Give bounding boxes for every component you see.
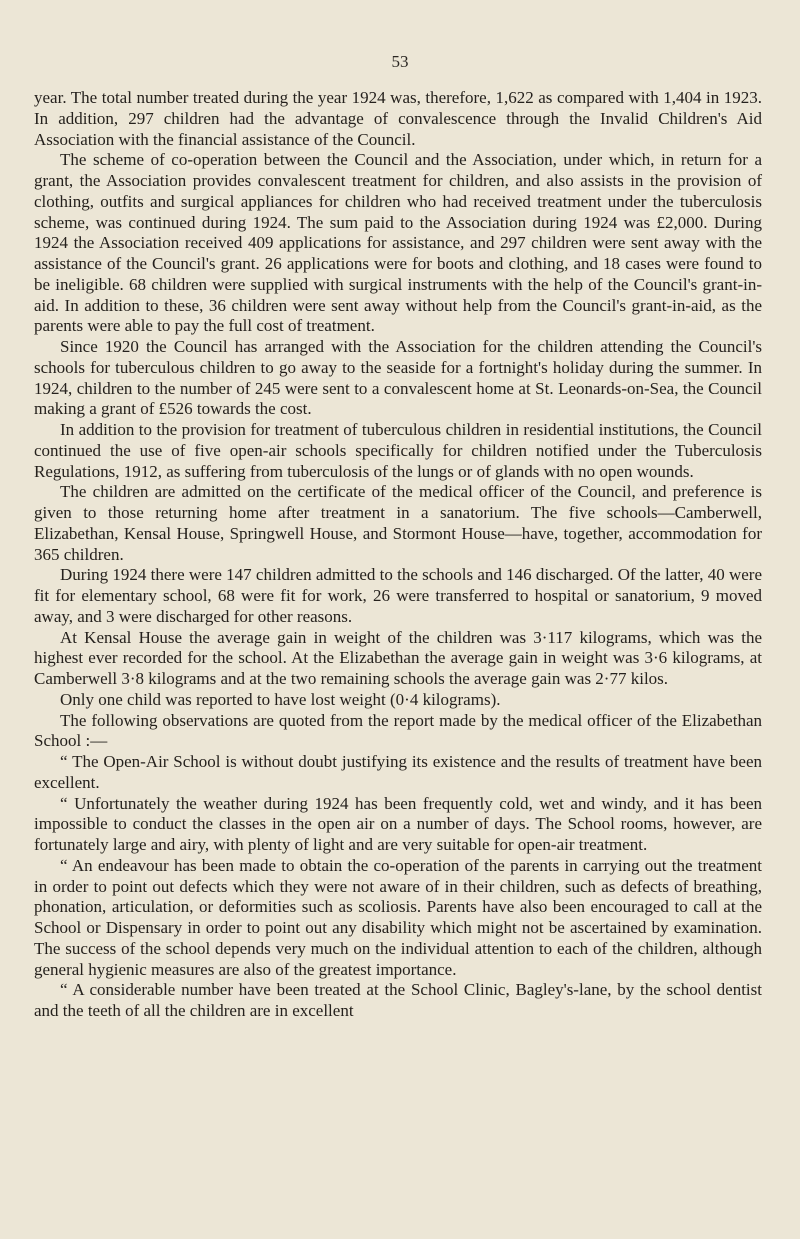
quote-paragraph-3: “ An endeavour has been made to obtain the co-operation of the parents in carrying out the treatment in order to point out defects which they were not aware of in their children, such as defects of breathing, phonation, articulation, or deformities such as scoliosis. Parents have also been encouraged to call at the School or Dispensary in order to point out any disability which might not be ascertained by examination. The success of the school depends very much on the individual attention to each of the children, although general hygienic measures are also of the greatest importance. xyxy=(34,855,762,979)
quote-paragraph-1: “ The Open-Air School is without doubt justifying its existence and the results of treatment have been excellent. xyxy=(34,752,762,792)
paragraph-7: At Kensal House the average gain in weight of the children was 3·117 kilograms, which was the highest ever recorded for the school. At the Elizabethan the average gain in weight was 3·6 kilograms, at Camberwell 3·8 kilograms and at the two remaining schools the average gain was 2·77 kilos. xyxy=(34,627,762,688)
quote-paragraph-4: “ A considerable number have been treated at the School Clinic, Bagley's-lane, by the school dentist and the teeth of all the children are in excellent xyxy=(34,980,762,1020)
paragraph-3: Since 1920 the Council has arranged with the Association for the children attending the Council's schools for tuberculous children to go away to the seaside for a fortnight's holiday during the summer. In 1924, children to the number of 245 were sent to a convalescent home at St. Leonards-on-Sea, the Council making a grant of £526 towards the cost. xyxy=(34,337,762,419)
paragraph-2: The scheme of co-operation between the Council and the Association, under which, in return for a grant, the Association provides convalescent treatment for children, and also assists in the provision of clothing, outfits and surgical appliances for children who had received treatment under the tuberculosis scheme, was continued during 1924. The sum paid to the Association during 1924 was £2,000. During 1924 the Association received 409 applications for assistance, and 297 children were sent away with the assistance of the Council's grant. 26 applications were for boots and clothing, and 18 cases were found to be ineligible. 68 children were supplied with surgical instruments with the help of the Council's grant-in-aid. In addition to these, 36 children were sent away without help from the Council's grant-in-aid, as the parents were able to pay the full cost of treatment. xyxy=(34,150,762,336)
paragraph-9: The following observations are quoted from the report made by the medical officer of the Elizabethan School :— xyxy=(34,710,762,751)
quote-paragraph-2: “ Unfortunately the weather during 1924 has been frequently cold, wet and windy, and it has been impossible to conduct the classes in the open air on a number of days. The School rooms, however, are fortunately large and airy, with plenty of light and are very suitable for open-air treatment. xyxy=(34,793,762,854)
paragraph-6: During 1924 there were 147 children admitted to the schools and 146 discharged. Of the latter, 40 were fit for elementary school, 68 were fit for work, 26 were transferred to hospital or sanatorium, 9 moved away, and 3 were discharged for other reasons. xyxy=(34,565,762,626)
paragraph-4: In addition to the provision for treatment of tuberculous children in residential institutions, the Council continued the use of five open-air schools specifically for children notified under the Tuberculosis Regulations, 1912, as suffering from tuberculosis of the lungs or of glands with no open wounds. xyxy=(34,420,762,481)
paragraph-1: year. The total number treated during the year 1924 was, therefore, 1,622 as compared with 1,404 in 1923. In addition, 297 children had the advantage of convalescence through the Invalid Children's Aid Association with the financial assistance of the Council. xyxy=(34,88,762,149)
page-number: 53 xyxy=(391,52,409,71)
paragraph-8: Only one child was reported to have lost weight (0·4 kilograms). xyxy=(60,689,501,709)
paragraph-5: The children are admitted on the certificate of the medical officer of the Council, and preference is given to those returning home after treatment in a sanatorium. The five schools—Camberwell, Elizabethan, Kensal House, Springwell House, and Stormont House—have, together, accommodation for 365 children. xyxy=(34,482,762,564)
body-text xyxy=(34,88,762,1022)
